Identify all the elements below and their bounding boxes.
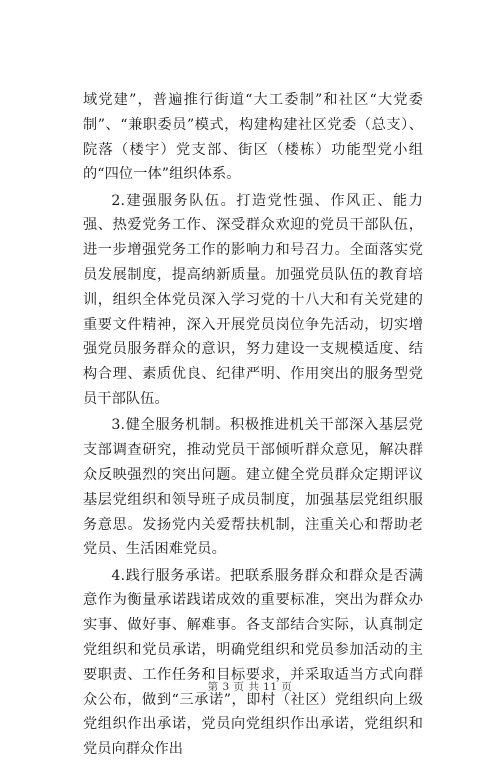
paragraph-continuation: 域党建”，普遍推行街道“大工委制”和社区“大党委制”、“兼职委员”模式，构建构建社区党委（总支）、院落（楼宇）党支部、街区（楼栋）功能型党小组的“四位一体”组织体系。 [83,92,423,183]
paragraph-improve-service-mechanism: 3.健全服务机制。积极推进机关干部深入基层党支部调查研究，推动党员干部倾听群众意见，解决群众反映强烈的突出问题。建立健全党员群众定期评议基层党组织和领导班子成员制度，加强基层党组织服务意思。发扬党内关爱帮扶机制，注重关心和帮助老党员、生活困难党员。 [83,417,423,558]
page-number-footer: 第 3 页 共 11 页 [207,681,293,693]
document-body [83,88,423,762]
paragraph-strengthen-service-team: 2.建强服务队伍。打造党性强、作风正、能力强、热爱党务工作、深受群众欢迎的党员干部队伍，进一步增强党务工作的影响力和号召力。全面落实党员发展制度，提高纳新质量。加强党员队伍的教育培训，组织全体党员深入学习党的十八大和有关党建的重要文件精神，深入开展党员岗位争先活动，切实增强党员服务群众的意识，努力建设一支规模适度、结构合理、素质优良、纪律严明、作用突出的服务型党员干部队伍。 [83,192,423,408]
paragraph-fulfill-service-commitment: 4.践行服务承诺。把联系服务群众和群众是否满意作为衡量承诺践诺成效的重要标准，突出为群众办实事、做好事、解难事。各支部结合实际，认真制定党组织和党员承诺，明确党组织和党员参加活动的主要职责、工作任务和目标要求，并采取适当方式向群众公布，做到“三承诺”，即村（社区）党组织向上级党组织作出承诺，党员向党组织作出承诺，党组织和党员向群众作出 [83,567,423,758]
